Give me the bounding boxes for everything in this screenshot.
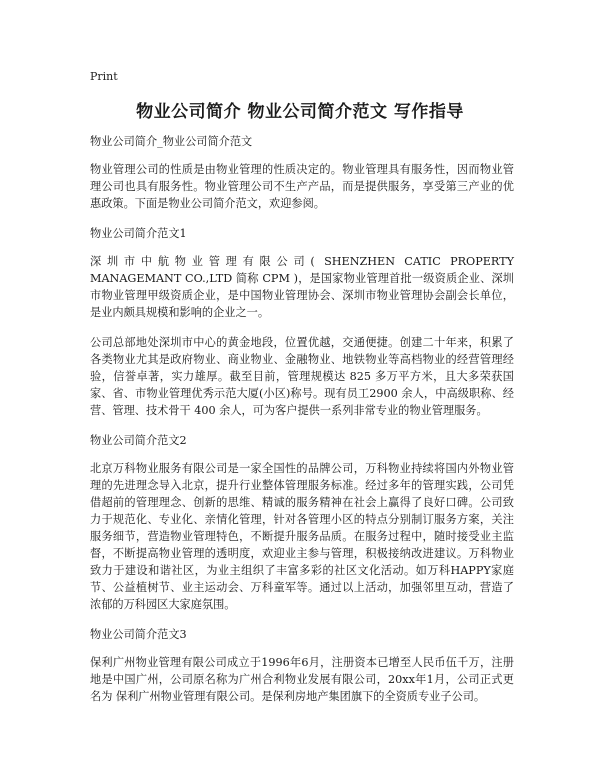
section-heading: 物业公司简介_物业公司简介范文 bbox=[90, 135, 253, 148]
article-body bbox=[90, 133, 514, 718]
section-heading: 物业公司简介范文3 bbox=[90, 628, 187, 641]
paragraph: 深圳市中航物业管理有限公司( SHENZHEN CATIC PROPERTY MANAGEMANT CO.,LTD 简称 CPM )，是国家物业管理首批一级资质企业、深圳市物业管理甲级资质企业，是中国物业管理协会、深圳市物业管理协会副会长单位，是业内颇具规模和影响的企业之一。 bbox=[90, 255, 514, 319]
paragraph: 北京万科物业服务有限公司是一家全国性的品牌公司，万科物业持续将国内外物业管理的先进理念导入北京，提升行业整体管理服务标准。经过多年的管理实践，公司凭借超前的管理理念、创新的思维、精诚的服务精神在社会上赢得了良好口碑。公司致力于规范化、专业化、亲情化管理，针对各管理小区的特点分别制订服务方案，关注服务细节，营造物业管理特色，不断提升服务品质。在服务过程中，随时接受业主监督，不断提高物业管理的透明度，欢迎业主参与管理，积极接纳改进建议。万科物业致力于建设和谐社区，为业主组织了丰富多彩的社区文化活动。如万科HAPPY家庭节、公益植树节、业主运动会、万科童军等。通过以上活动，加强邻里互动，营造了浓郁的万科园区大家庭氛围。 bbox=[90, 462, 514, 611]
paragraph: 物业管理公司的性质是由物业管理的性质决定的。物业管理具有服务性，因而物业管理公司也具有服务性。物业管理公司不生产产品，而是提供服务，享受第三产业的优惠政策。下面是物业公司简介范文，欢迎参阅。 bbox=[90, 163, 514, 210]
page-title: 物业公司简介 物业公司简介范文 写作指导 bbox=[136, 102, 464, 122]
section-heading: 物业公司简介范文2 bbox=[90, 434, 187, 447]
section-heading: 物业公司简介范文1 bbox=[90, 227, 187, 240]
paragraph: 公司总部地处深圳市中心的黄金地段，位置优越，交通便捷。创建二十年来，积累了各类物业尤其是政府物业、商业物业、金融物业、地铁物业等高档物业的经营管理经验，信誉卓著，实力雄厚。截至目前，管理规模达 825 多万平方米，且大多荣获国家、省、市物业管理优秀示范大厦(小区)称号。现有员工2900 余人，中高级职称、经营、管理、技术骨干 400 余人，可为客户提供一系列非常专业的物业管理服务。 bbox=[90, 336, 514, 417]
paragraph: 保利广州物业管理有限公司成立于1996年6月，注册资本已增至人民币伍千万，注册地是中国广州，公司原名称为广州合利物业发展有限公司，20xx年1月，公司正式更名为 保利广州物业管理有限公司。是保利房地产集团旗下的全资质专业子公司。 bbox=[90, 656, 514, 703]
print-link[interactable]: Print bbox=[90, 70, 118, 83]
